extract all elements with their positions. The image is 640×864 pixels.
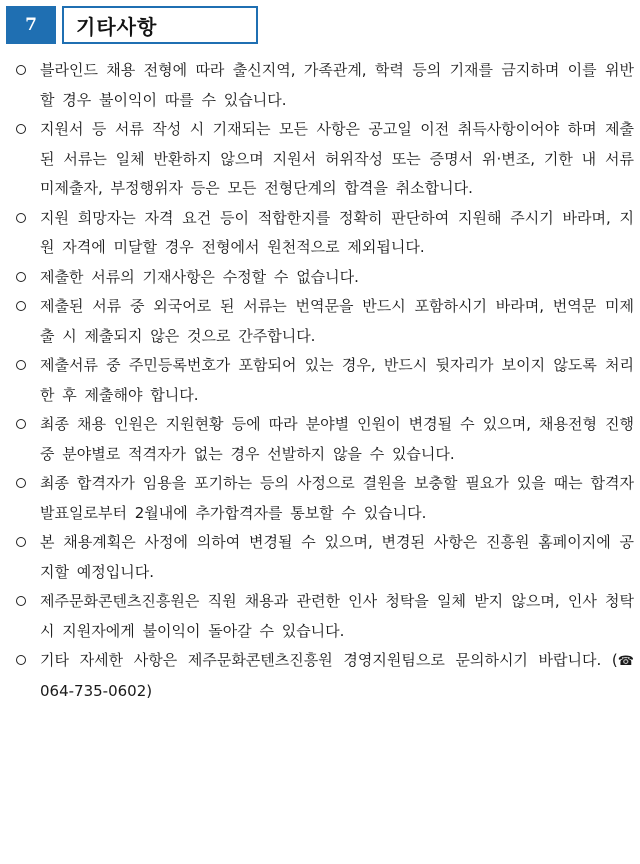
circle-bullet-icon — [16, 419, 26, 429]
section-number: 7 — [6, 6, 56, 44]
notice-list — [14, 56, 634, 706]
item-text: 제주문화콘텐츠진흥원은 직원 채용과 관련한 인사 청탁을 일체 받지 않으며, 인사 청탁 시 지원자에게 불이익이 돌아갈 수 있습니다. — [40, 592, 634, 640]
circle-bullet-icon — [16, 301, 26, 311]
item-text: 제출서류 중 주민등록번호가 포함되어 있는 경우, 반드시 뒷자리가 보이지 않도록 처리한 후 제출해야 합니다. — [40, 356, 634, 404]
item-text: 제출된 서류 중 외국어로 된 서류는 번역문을 반드시 포함하시기 바라며, 번역문 미제출 시 제출되지 않은 것으로 간주합니다. — [40, 297, 634, 345]
item-text: 최종 채용 인원은 지원현황 등에 따라 분야별 인원이 변경될 수 있으며, 채용전형 진행 중 분야별로 적격자가 없는 경우 선발하지 않을 수 있습니다. — [40, 415, 634, 463]
section-title-box — [62, 6, 258, 44]
contact-suffix: ) — [146, 681, 153, 700]
list-item — [14, 204, 634, 263]
list-item — [14, 410, 634, 469]
list-item — [14, 56, 634, 115]
list-item — [14, 292, 634, 351]
item-text: 최종 합격자가 임용을 포기하는 등의 사정으로 결원을 보충할 필요가 있을 때는 합격자 발표일로부터 2월내에 추가합격자를 통보할 수 있습니다. — [40, 474, 634, 522]
section-title: 기타사항 — [76, 14, 158, 39]
circle-bullet-icon — [16, 360, 26, 370]
circle-bullet-icon — [16, 213, 26, 223]
item-text: 블라인드 채용 전형에 따라 출신지역, 가족관계, 학력 등의 기재를 금지하며 이를 위반할 경우 불이익이 따를 수 있습니다. — [40, 61, 634, 109]
list-item — [14, 263, 634, 293]
list-item — [14, 528, 634, 587]
item-text: 지원 희망자는 자격 요건 등이 적합한지를 정확히 판단하여 지원해 주시기 바라며, 지원 자격에 미달할 경우 전형에서 원천적으로 제외됩니다. — [40, 208, 634, 256]
item-text: 본 채용계획은 사정에 의하여 변경될 수 있으며, 변경된 사항은 진흥원 홈페이지에 공지할 예정입니다. — [40, 533, 634, 581]
contact-text: 기타 자세한 사항은 제주문화콘텐츠진흥원 경영지원팀으로 문의하시기 바랍니다. ( — [40, 651, 618, 669]
circle-bullet-icon — [16, 272, 26, 282]
circle-bullet-icon — [16, 537, 26, 547]
item-text: 지원서 등 서류 작성 시 기재되는 모든 사항은 공고일 이전 취득사항이어야 하며 제출된 서류는 일체 반환하지 않으며 지원서 허위작성 또는 증명서 위·변조, 기한 내 서류 미제출자, 부정행위자 등은 모든 전형단계의 합격을 취소합니다. — [40, 120, 634, 197]
list-item — [14, 351, 634, 410]
phone-icon: ☎ — [617, 654, 634, 669]
list-item — [14, 115, 634, 204]
circle-bullet-icon — [16, 478, 26, 488]
list-item — [14, 587, 634, 646]
circle-bullet-icon — [16, 124, 26, 134]
circle-bullet-icon — [16, 65, 26, 75]
contact-item — [14, 646, 634, 706]
circle-bullet-icon — [16, 655, 26, 665]
list-item — [14, 469, 634, 528]
section-header — [6, 6, 258, 44]
item-text: 제출한 서류의 기재사항은 수정할 수 없습니다. — [40, 267, 359, 286]
contact-phone: 064-735-0602 — [40, 681, 147, 700]
circle-bullet-icon — [16, 596, 26, 606]
